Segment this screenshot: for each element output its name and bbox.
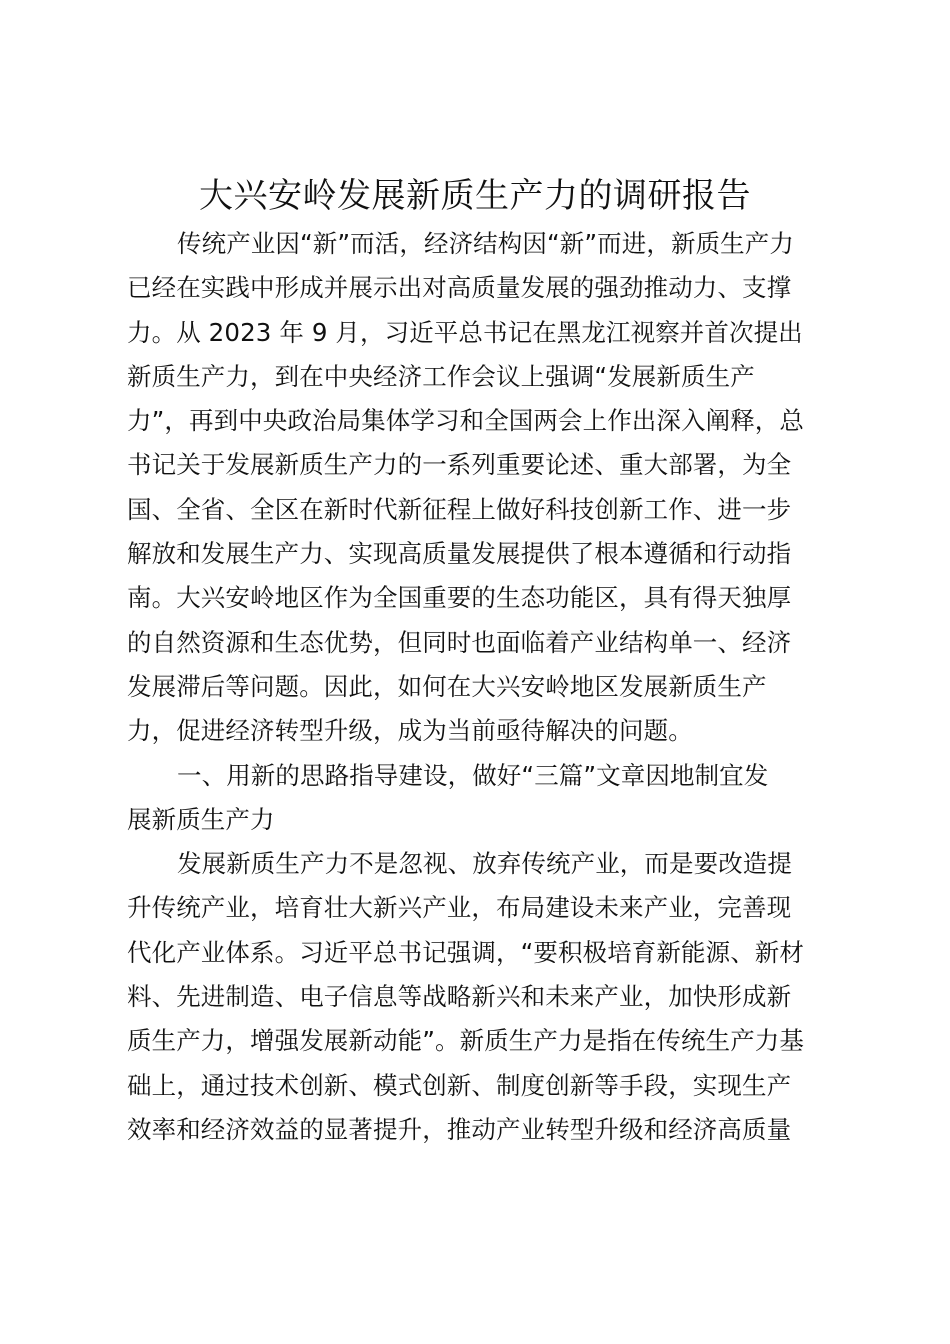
document-body bbox=[127, 222, 827, 1152]
paragraph-line: 南。大兴安岭地区作为全国重要的生态功能区，具有得天独厚 bbox=[127, 583, 792, 613]
paragraph-line: 力”，再到中央政治局集体学习和全国两会上作出深入阐释，总 bbox=[127, 406, 804, 436]
paragraph-line: 力。从 2023 年 9 月，习近平总书记在黑龙江视察并首次提出 bbox=[127, 317, 803, 347]
paragraph-line: 效率和经济效益的显著提升，推动产业转型升级和经济高质量 bbox=[127, 1114, 792, 1144]
paragraph-line: 础上，通过技术创新、模式创新、制度创新等手段，实现生产 bbox=[127, 1070, 792, 1100]
paragraph-line: 发展新质生产力不是忽视、放弃传统产业，而是要改造提 bbox=[177, 849, 792, 879]
paragraph-line: 料、先进制造、电子信息等战略新兴和未来产业，加快形成新 bbox=[127, 982, 792, 1012]
paragraph-line: 代化产业体系。习近平总书记强调，“要积极培育新能源、新材 bbox=[127, 937, 804, 967]
paragraph-line: 的自然资源和生态优势，但同时也面临着产业结构单一、经济 bbox=[127, 627, 792, 657]
paragraph-line: 书记关于发展新质生产力的一系列重要论述、重大部署，为全 bbox=[127, 450, 792, 480]
section-heading-line: 展新质生产力 bbox=[127, 804, 275, 834]
paragraph-line: 发展滞后等问题。因此，如何在大兴安岭地区发展新质生产 bbox=[127, 671, 767, 701]
paragraph-line: 质生产力，增强发展新动能”。新质生产力是指在传统生产力基 bbox=[127, 1026, 804, 1056]
paragraph-line: 已经在实践中形成并展示出对高质量发展的强劲推动力、支撑 bbox=[127, 273, 792, 303]
document-title: 大兴安岭发展新质生产力的调研报告 bbox=[199, 176, 751, 216]
paragraph-line: 力，促进经济转型升级，成为当前亟待解决的问题。 bbox=[127, 716, 693, 746]
paragraph-line: 新质生产力，到在中央经济工作会议上强调“发展新质生产 bbox=[127, 361, 755, 391]
paragraph-line: 传统产业因“新”而活，经济结构因“新”而进，新质生产力 bbox=[177, 229, 794, 258]
paragraph-line: 解放和发展生产力、实现高质量发展提供了根本遵循和行动指 bbox=[127, 539, 792, 569]
paragraph-line: 国、全省、全区在新时代新征程上做好科技创新工作、进一步 bbox=[127, 494, 792, 524]
paragraph-line: 升传统产业，培育壮大新兴产业，布局建设未来产业，完善现 bbox=[127, 893, 792, 923]
section-heading-line: 一、用新的思路指导建设，做好“三篇”文章因地制宜发 bbox=[177, 760, 769, 790]
